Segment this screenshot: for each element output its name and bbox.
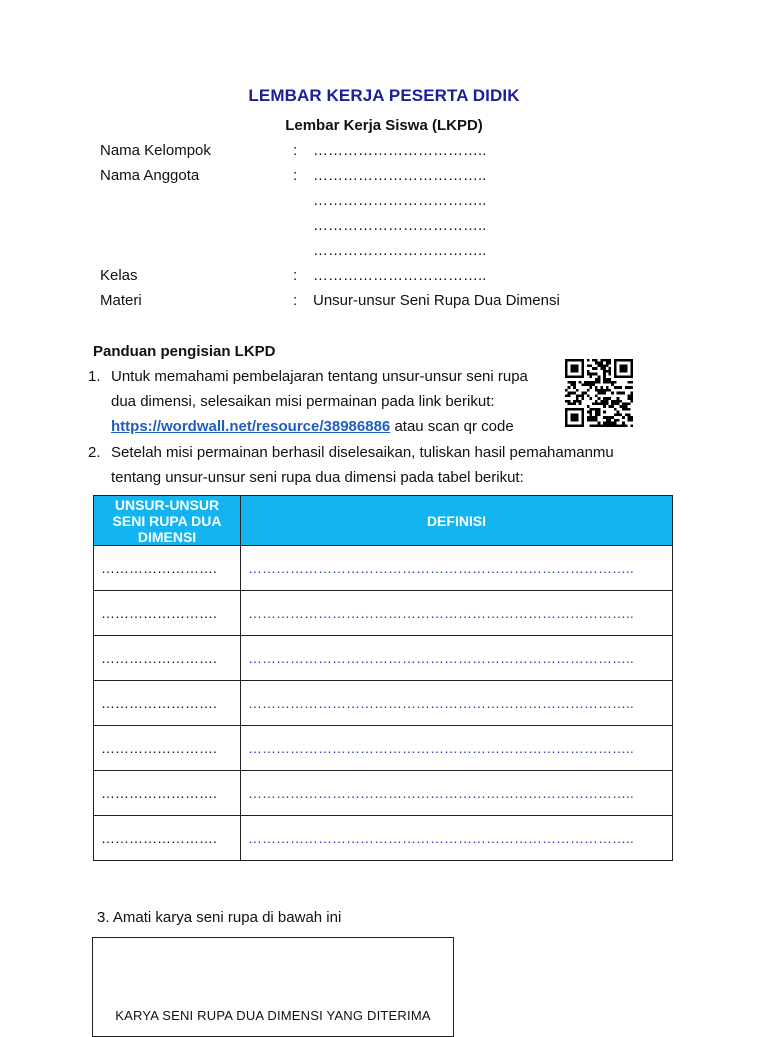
document-title: LEMBAR KERJA PESERTA DIDIK (248, 86, 520, 105)
unsur-cell[interactable]: ……………………. (94, 726, 241, 771)
table-row (94, 816, 673, 861)
definisi-cell[interactable]: ……………………………………………………………………….. (241, 816, 673, 861)
unsur-cell[interactable]: ……………………. (94, 546, 241, 591)
nama-kelompok-label: Nama Kelompok (100, 142, 211, 159)
nama-kelompok-field[interactable]: …………………………….. (313, 142, 487, 159)
kelas-label: Kelas (100, 267, 138, 284)
materi-label: Materi (100, 292, 142, 309)
unsur-definisi-table (93, 495, 673, 861)
anggota-field-4[interactable]: …………………………….. (313, 242, 487, 259)
unsur-cell[interactable]: ……………………. (94, 681, 241, 726)
unsur-cell[interactable]: ……………………. (94, 591, 241, 636)
info-colon: : (293, 292, 298, 309)
question-3: 3. Amati karya seni rupa di bawah ini (97, 909, 342, 926)
guide-item-number: 2. (88, 444, 101, 461)
guide-item2-line1: Setelah misi permainan berhasil diselesaikan, tuliskan hasil pemahamanmu (111, 444, 614, 461)
guide-title: Panduan pengisian LKPD (93, 343, 276, 360)
anggota-field-3[interactable]: …………………………….. (313, 217, 487, 234)
artwork-box (92, 937, 454, 1037)
unsur-cell[interactable]: ……………………. (94, 636, 241, 681)
info-colon: : (293, 267, 298, 284)
kelas-field[interactable]: …………………………….. (313, 267, 487, 284)
unsur-cell[interactable]: ……………………. (94, 816, 241, 861)
materi-value: Unsur-unsur Seni Rupa Dua Dimensi (313, 292, 560, 309)
wordwall-link[interactable]: https://wordwall.net/resource/38986886 (111, 418, 391, 435)
info-colon: : (293, 167, 298, 184)
guide-item2-line2: tentang unsur-unsur seni rupa dua dimensi pada tabel berikut: (111, 469, 524, 486)
table-row (94, 636, 673, 681)
definisi-cell[interactable]: ……………………………………………………………………….. (241, 636, 673, 681)
anggota-field-2[interactable]: …………………………….. (313, 192, 487, 209)
definisi-cell[interactable]: ……………………………………………………………………….. (241, 726, 673, 771)
guide-item-number: 1. (88, 368, 101, 385)
table-header-definisi: DEFINISI (241, 496, 673, 546)
scan-qr-text: atau scan qr code (390, 418, 514, 435)
table-header-unsur: UNSUR-UNSUR SENI RUPA DUA DIMENSI (94, 496, 241, 546)
table-row (94, 726, 673, 771)
table-row (94, 546, 673, 591)
table-row (94, 591, 673, 636)
unsur-cell[interactable]: ……………………. (94, 771, 241, 816)
qr-code-icon[interactable] (563, 359, 635, 427)
anggota-field-1[interactable]: …………………………….. (313, 167, 487, 184)
definisi-cell[interactable]: ……………………………………………………………………….. (241, 591, 673, 636)
guide-item1-line2: dua dimensi, selesaikan misi permainan pada link berikut: (111, 393, 495, 410)
guide-item1-line1: Untuk memahami pembelajaran tentang unsur-unsur seni rupa (111, 368, 528, 385)
document-subtitle: Lembar Kerja Siswa (LKPD) (285, 117, 483, 134)
definisi-cell[interactable]: ……………………………………………………………………….. (241, 546, 673, 591)
guide-item1-line3 (111, 418, 514, 435)
definisi-cell[interactable]: ……………………………………………………………………….. (241, 681, 673, 726)
artwork-box-label: KARYA SENI RUPA DUA DIMENSI YANG DITERIMA (115, 1008, 431, 1023)
table-row (94, 771, 673, 816)
table-row (94, 681, 673, 726)
definisi-cell[interactable]: ……………………………………………………………………….. (241, 771, 673, 816)
nama-anggota-label: Nama Anggota (100, 167, 200, 184)
info-colon: : (293, 142, 298, 159)
